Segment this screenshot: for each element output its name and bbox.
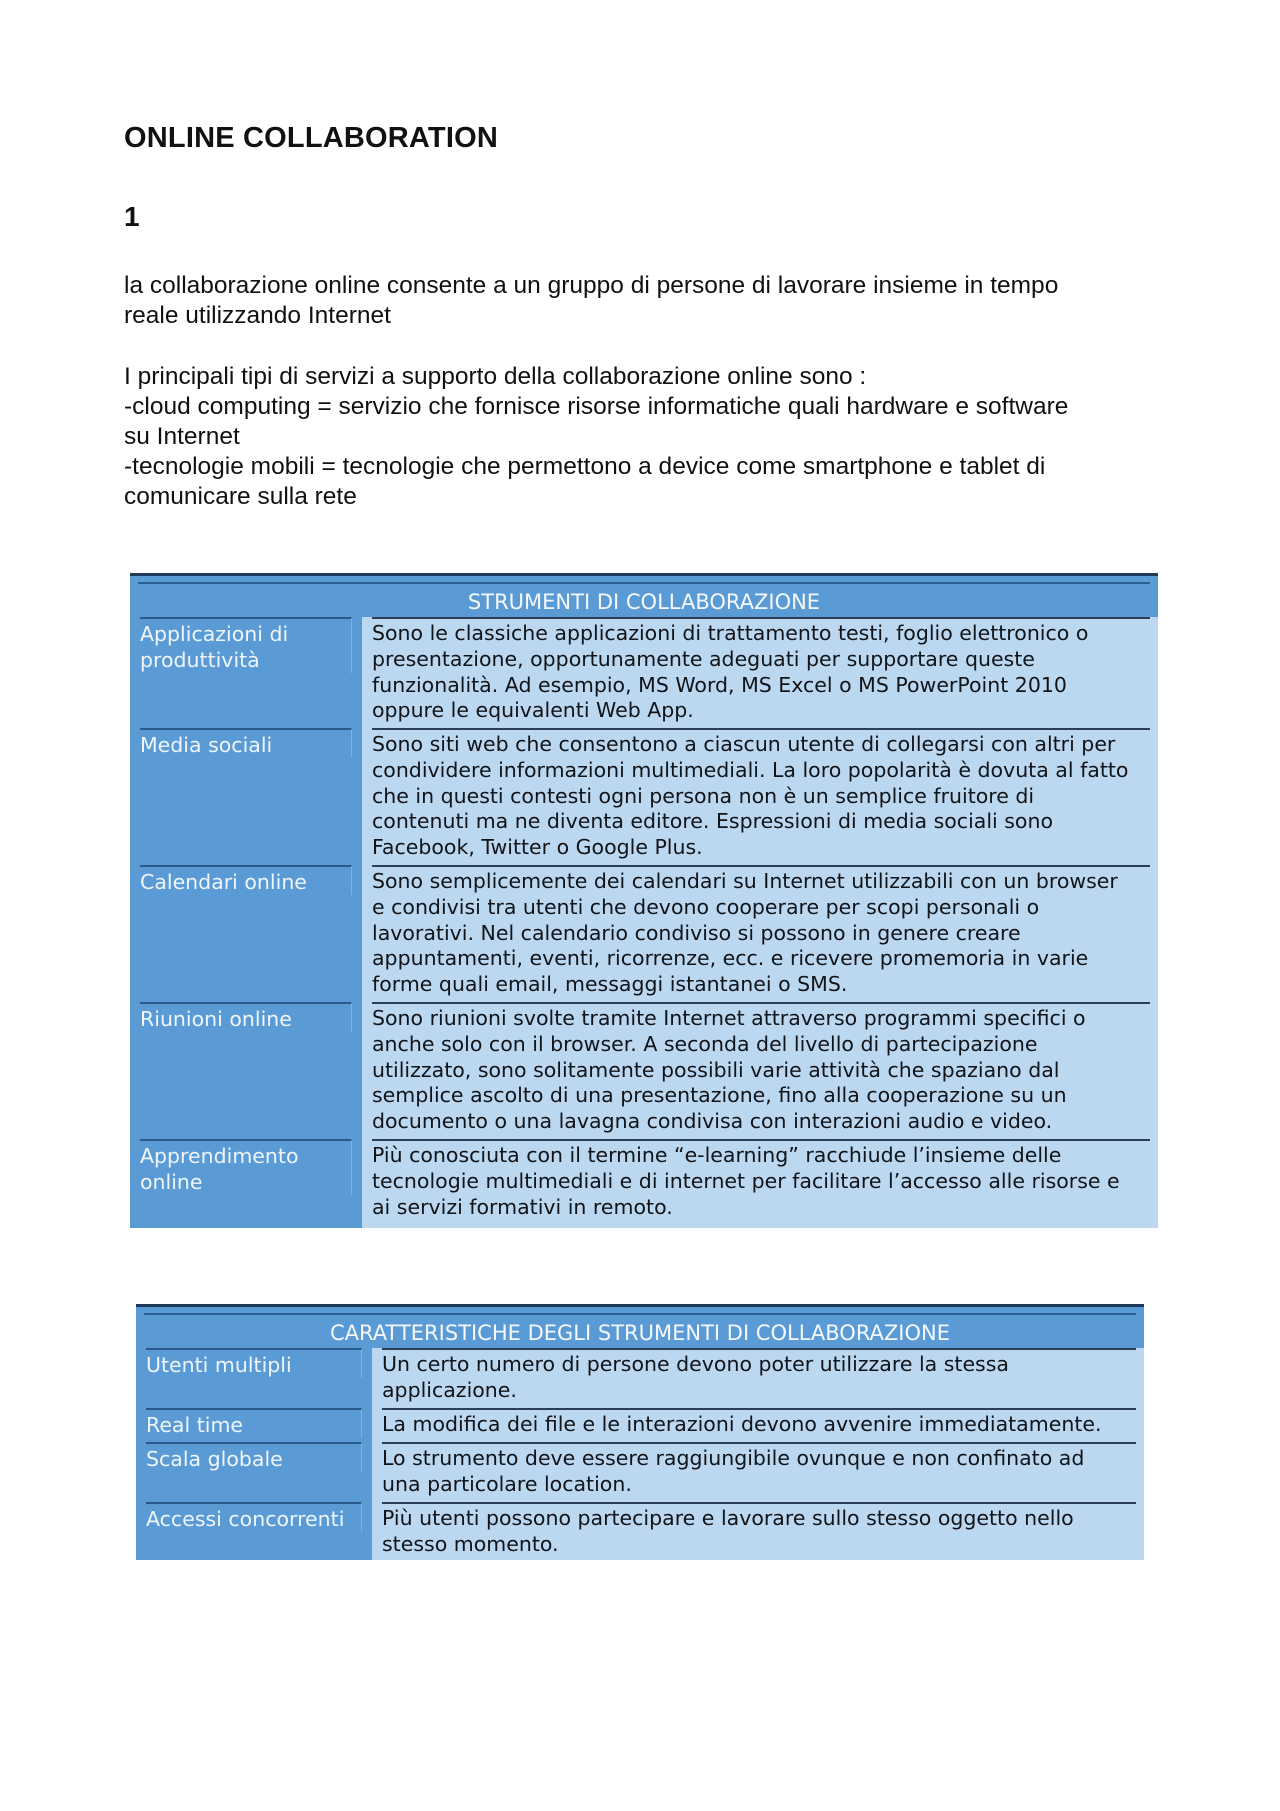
- row-label-cell: [136, 1442, 372, 1502]
- page-title: ONLINE COLLABORATION: [124, 122, 498, 154]
- table-header: [130, 573, 1158, 617]
- row-label: [140, 1139, 352, 1195]
- row-description: [382, 1348, 1136, 1404]
- table-row: [130, 728, 1158, 865]
- row-description-cell: [362, 1139, 1158, 1228]
- row-description-cell: [362, 728, 1158, 865]
- services-paragraph: [124, 362, 1184, 512]
- row-description: [382, 1502, 1136, 1558]
- row-description-cell: [372, 1502, 1144, 1560]
- row-label-line: Riunioni online: [140, 1007, 292, 1031]
- row-description: [382, 1408, 1136, 1438]
- row-description-line: Più utenti possono partecipare e lavorare sullo stesso oggetto nello: [382, 1506, 1074, 1530]
- row-description: [382, 1442, 1136, 1498]
- row-description-line: Un certo numero di persone devono poter utilizzare la stessa: [382, 1352, 1009, 1376]
- services-line: su Internet: [124, 423, 240, 450]
- row-label-line: Media sociali: [140, 733, 273, 757]
- row-label-line: Real time: [146, 1413, 244, 1437]
- row-description-line: che in questi contesti ogni persona non è un semplice fruitore di: [372, 783, 1035, 808]
- section-number: 1: [124, 201, 140, 232]
- services-line: -cloud computing = servizio che fornisce risorse informatiche quali hardware e software: [124, 393, 1069, 420]
- row-description-line: Sono le classiche applicazioni di trattamento testi, foglio elettronico o: [372, 621, 1089, 645]
- row-label: [140, 617, 352, 673]
- intro-line: reale utilizzando Internet: [124, 302, 391, 329]
- row-label-line: Utenti multipli: [146, 1353, 292, 1377]
- row-description-line: stesso momento.: [382, 1531, 559, 1556]
- row-label: [140, 1002, 352, 1032]
- table-row: [130, 1139, 1158, 1228]
- row-label: [140, 865, 352, 895]
- table-row: [130, 1002, 1158, 1139]
- services-line: -tecnologie mobili = tecnologie che permettono a device come smartphone e tablet di: [124, 453, 1046, 480]
- row-description-line: applicazione.: [382, 1377, 517, 1402]
- row-description-line: una particolare location.: [382, 1471, 632, 1496]
- row-description-line: contenuti ma ne diventa editore. Espressioni di media sociali sono: [372, 809, 1053, 834]
- table-row: [136, 1442, 1144, 1502]
- row-description-line: Facebook, Twitter o Google Plus.: [372, 835, 703, 860]
- row-description-line: presentazione, opportunamente adeguati per supportare queste: [372, 646, 1035, 671]
- row-description-line: e condivisi tra utenti che devono cooperare per scopi personali o: [372, 894, 1040, 919]
- row-label-cell: [130, 1002, 362, 1139]
- row-label: [146, 1502, 362, 1532]
- row-description-line: forme quali email, messaggi istantanei o SMS.: [372, 972, 848, 997]
- table-row: [130, 865, 1158, 1002]
- row-label-line: Applicazioni di: [140, 622, 289, 646]
- row-label-cell: [136, 1408, 372, 1442]
- table-header-text: STRUMENTI DI COLLABORAZIONE: [138, 582, 1150, 614]
- row-label-cell: [130, 1139, 362, 1228]
- row-description: [372, 1002, 1150, 1135]
- services-line: comunicare sulla rete: [124, 483, 357, 510]
- row-label-cell: [136, 1502, 372, 1560]
- row-label-line: Accessi concorrenti: [146, 1507, 345, 1531]
- table-header-text: CARATTERISTICHE DEGLI STRUMENTI DI COLLABORAZIONE: [144, 1313, 1136, 1345]
- row-description-line: funzionalità. Ad esempio, MS Word, MS Excel o MS PowerPoint 2010: [372, 672, 1067, 697]
- row-description-cell: [362, 617, 1158, 728]
- table-row: [136, 1348, 1144, 1408]
- collaboration-features-table: [136, 1304, 1144, 1560]
- table-header: [136, 1304, 1144, 1348]
- row-label-cell: [130, 728, 362, 865]
- row-description-line: documento o una lavagna condivisa con interazioni audio e video.: [372, 1109, 1053, 1134]
- row-description: [372, 728, 1150, 861]
- row-description-line: tecnologie multimediali e di internet per facilitare l’accesso alle risorse e: [372, 1168, 1120, 1193]
- intro-paragraph: [124, 271, 1184, 331]
- table-row: [136, 1408, 1144, 1442]
- row-description-line: oppure le equivalenti Web App.: [372, 698, 694, 723]
- row-label-line: Calendari online: [140, 870, 307, 894]
- row-description-line: La modifica dei file e le interazioni devono avvenire immediatamente.: [382, 1412, 1102, 1436]
- row-description-cell: [372, 1442, 1144, 1502]
- row-label: [146, 1442, 362, 1472]
- row-description-line: ai servizi formativi in remoto.: [372, 1194, 673, 1219]
- services-line: I principali tipi di servizi a supporto della collaborazione online sono :: [124, 363, 867, 390]
- row-label-line: online: [140, 1170, 203, 1194]
- row-description-cell: [372, 1348, 1144, 1408]
- row-description-line: semplice ascolto di una presentazione, fino alla cooperazione su un: [372, 1083, 1067, 1108]
- row-description-line: utilizzato, sono solitamente possibili varie attività che spaziano dal: [372, 1057, 1060, 1082]
- row-description-line: Lo strumento deve essere raggiungibile ovunque e non confinato ad: [382, 1446, 1085, 1470]
- table-row: [136, 1502, 1144, 1560]
- row-description-cell: [362, 1002, 1158, 1139]
- row-description: [372, 617, 1150, 724]
- row-label-line: Scala globale: [146, 1447, 283, 1471]
- intro-line: la collaborazione online consente a un gruppo di persone di lavorare insieme in tempo: [124, 272, 1059, 299]
- row-description-line: Sono riunioni svolte tramite Internet attraverso programmi specifici o: [372, 1006, 1086, 1030]
- row-label-cell: [130, 617, 362, 728]
- row-label-line: produttività: [140, 648, 260, 672]
- row-description-line: lavorativi. Nel calendario condiviso si possono in genere creare: [372, 920, 1021, 945]
- row-label: [140, 728, 352, 758]
- row-label-line: Apprendimento: [140, 1144, 299, 1168]
- row-description-line: Sono siti web che consentono a ciascun utente di collegarsi con altri per: [372, 732, 1116, 756]
- row-description: [372, 865, 1150, 998]
- row-description-line: Sono semplicemente dei calendari su Internet utilizzabili con un browser: [372, 869, 1118, 893]
- table-row: [130, 617, 1158, 728]
- row-description-cell: [372, 1408, 1144, 1442]
- row-description-line: appuntamenti, eventi, ricorrenze, ecc. e ricevere promemoria in varie: [372, 946, 1089, 971]
- row-label-cell: [136, 1348, 372, 1408]
- row-description-cell: [362, 865, 1158, 1002]
- row-label: [146, 1408, 362, 1438]
- row-description-line: Più conosciuta con il termine “e-learning” racchiude l’insieme delle: [372, 1143, 1062, 1167]
- row-description-line: anche solo con il browser. A seconda del livello di partecipazione: [372, 1031, 1038, 1056]
- collaboration-tools-table: [130, 573, 1158, 1228]
- row-description-line: condividere informazioni multimediali. La loro popolarità è dovuta al fatto: [372, 757, 1129, 782]
- row-label-cell: [130, 865, 362, 1002]
- row-label: [146, 1348, 362, 1378]
- row-description: [372, 1139, 1150, 1220]
